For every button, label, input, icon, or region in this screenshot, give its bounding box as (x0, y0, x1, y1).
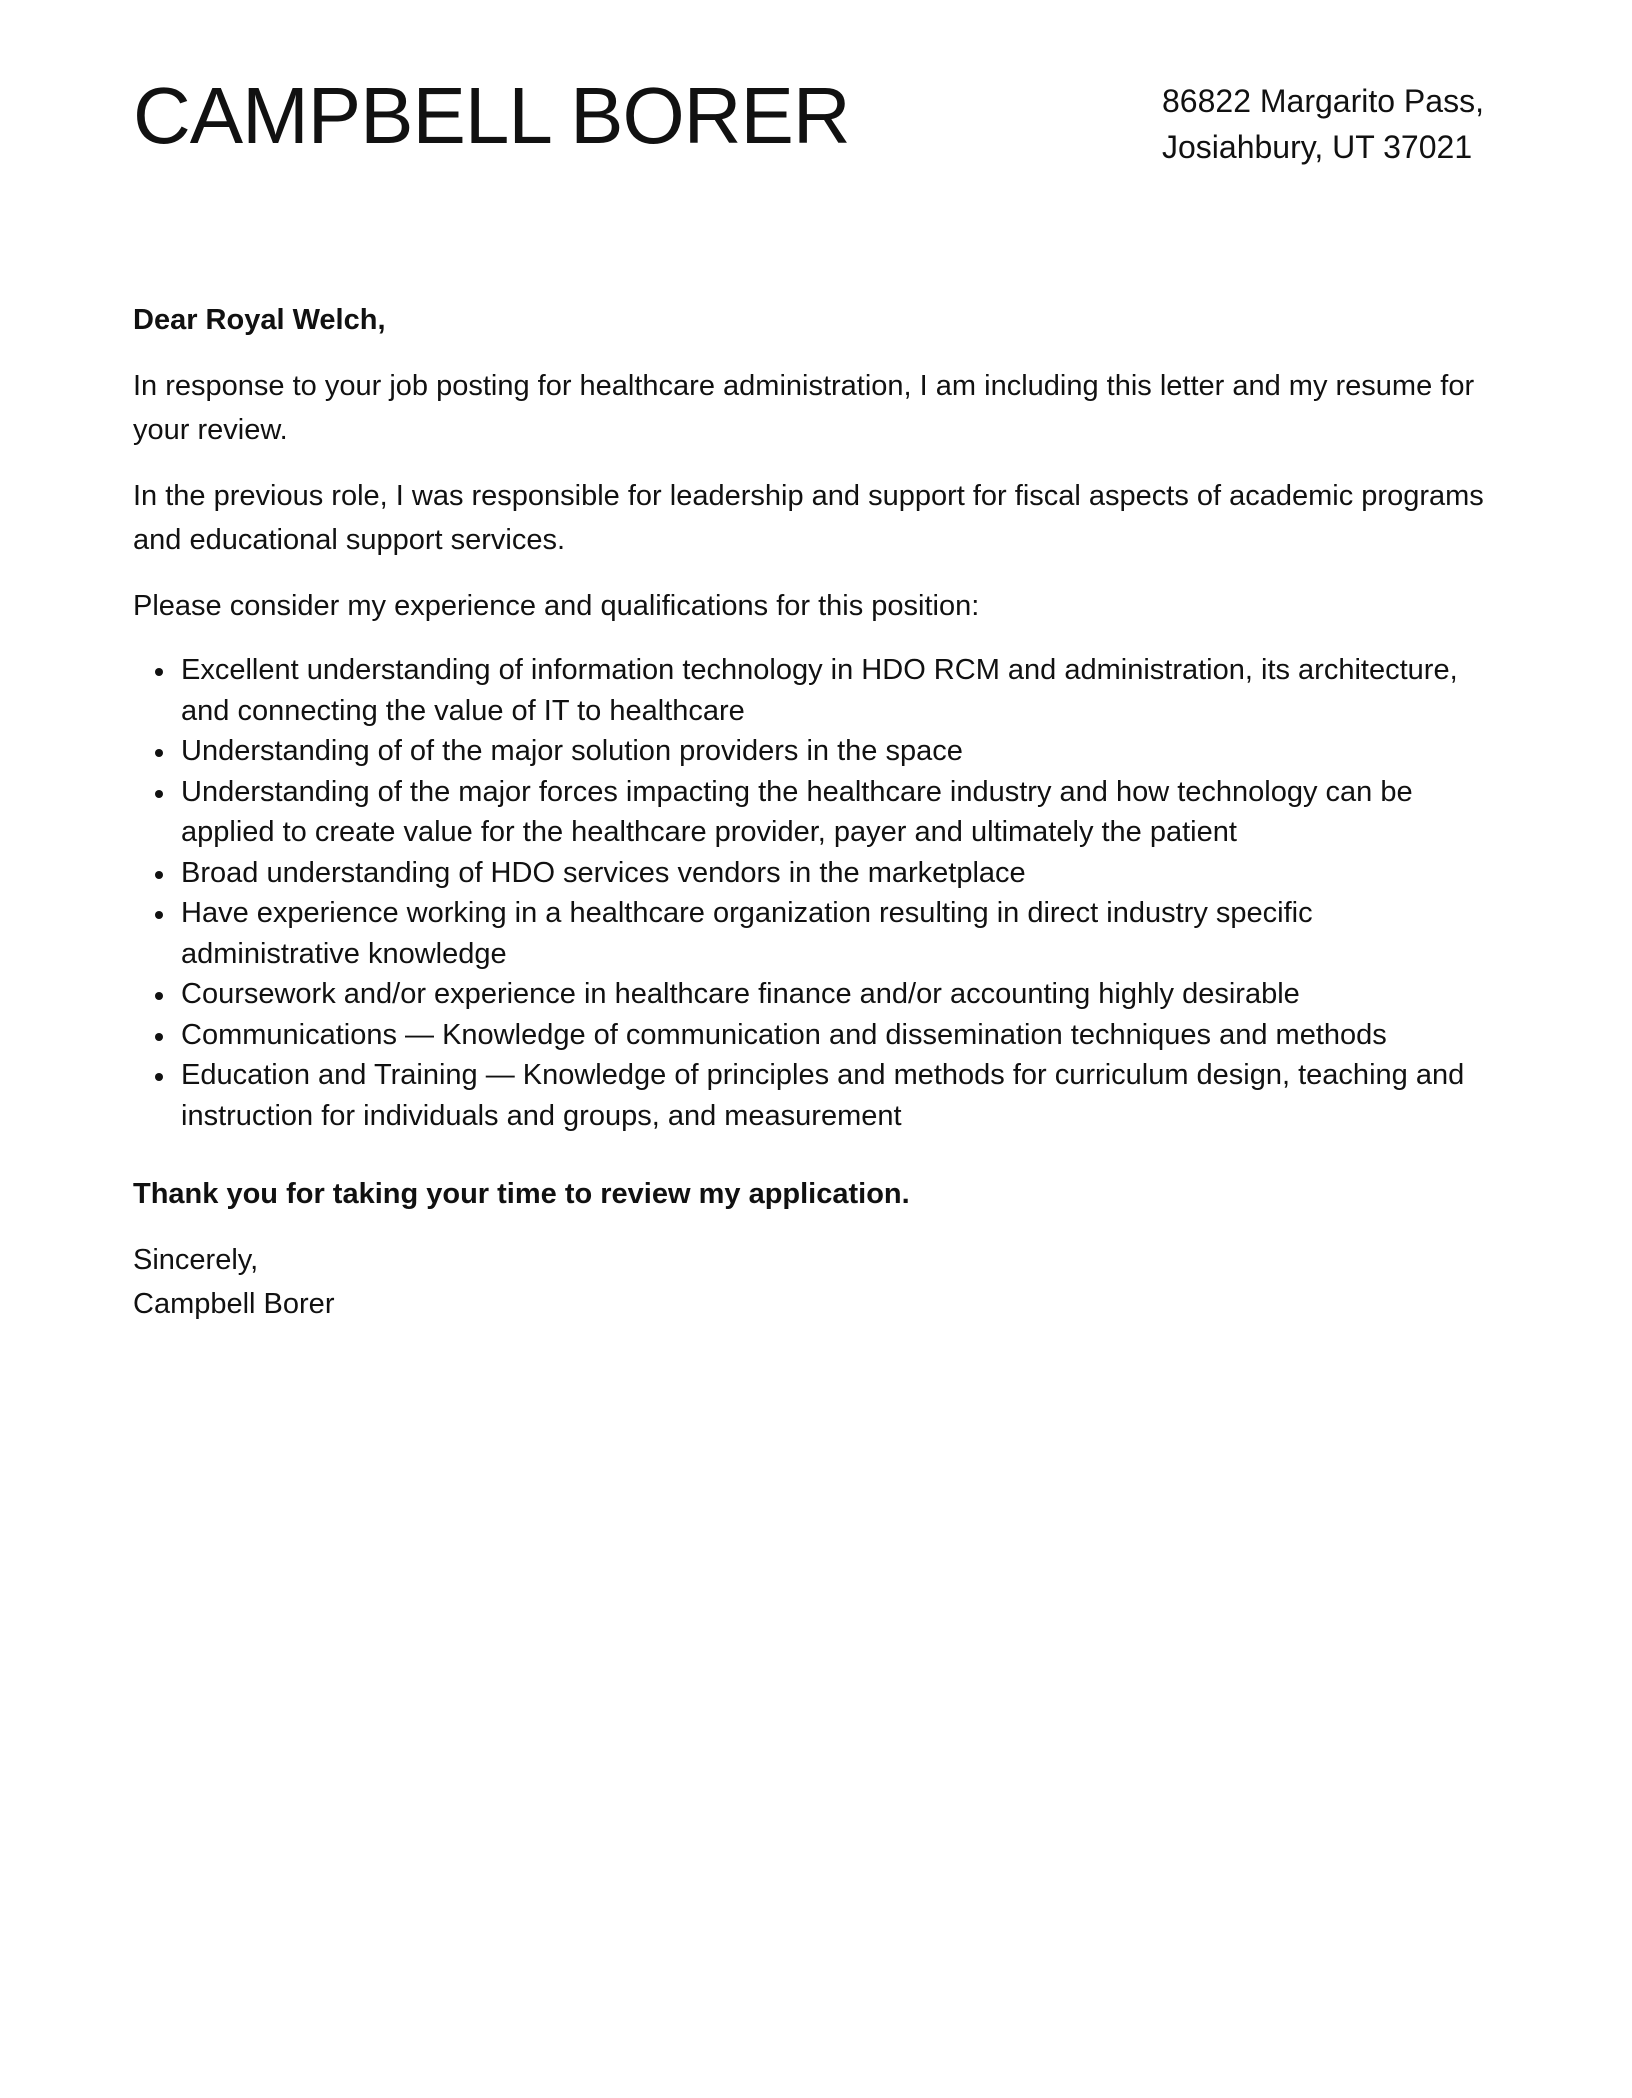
salutation: Dear Royal Welch, (133, 304, 386, 336)
list-item: Have experience working in a healthcare organization resulting in direct industry specific administrative knowledge (181, 893, 1499, 974)
list-item: Understanding of of the major solution providers in the space (181, 731, 1499, 772)
list-item: Coursework and/or experience in healthcare finance and/or accounting highly desirable (181, 974, 1499, 1015)
signoff: Sincerely, (133, 1244, 259, 1276)
list-item: Education and Training — Knowledge of principles and methods for curriculum design, teaching and instruction for individuals and groups, and measurement (181, 1055, 1499, 1136)
list-item: Excellent understanding of information technology in HDO RCM and administration, its architecture, and connecting the value of IT to healthcare (181, 650, 1499, 731)
qualifications-intro: Please consider my experience and qualifications for this position: (133, 590, 980, 622)
list-item: Communications — Knowledge of communication and dissemination techniques and methods (181, 1015, 1499, 1056)
signoff-block (133, 1238, 1499, 1326)
closing-line: Thank you for taking your time to review my application. (133, 1178, 910, 1210)
address-line-1: 86822 Margarito Pass, (1162, 83, 1484, 119)
letter-body (133, 298, 1499, 1326)
intro-paragraph: In response to your job posting for healthcare administration, I am including this letter and my resume for your review. (133, 370, 1475, 446)
applicant-name: CAMPBELL BORER (133, 71, 850, 160)
list-item: Broad understanding of HDO services vendors in the marketplace (181, 853, 1499, 894)
address-line-2: Josiahbury, UT 37021 (1162, 129, 1473, 165)
signature-name: Campbell Borer (133, 1288, 335, 1320)
previous-role-paragraph: In the previous role, I was responsible for leadership and support for fiscal aspects of academic programs and educational support services. (133, 480, 1484, 556)
applicant-address (1162, 78, 1484, 170)
qualifications-list (133, 650, 1499, 1136)
list-item: Understanding of the major forces impacting the healthcare industry and how technology can be applied to create value for the healthcare provider, payer and ultimately the patient (181, 772, 1499, 853)
